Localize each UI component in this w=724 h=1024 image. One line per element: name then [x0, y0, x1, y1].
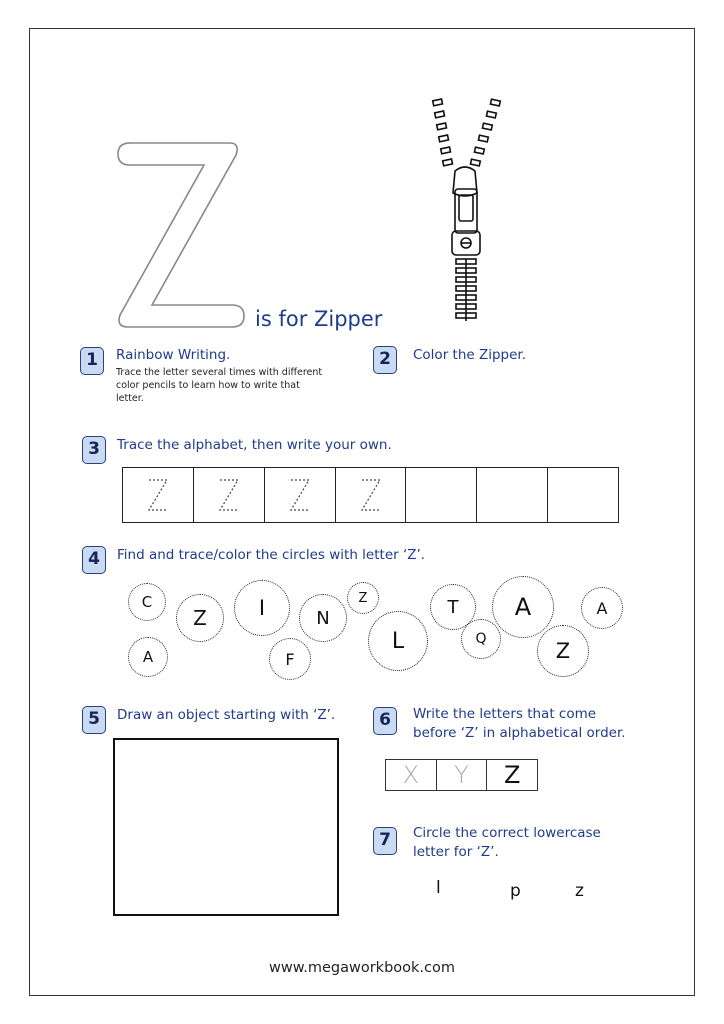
section-5-badge: 5 — [82, 706, 106, 734]
section-6-badge: 6 — [373, 707, 397, 735]
title-caption: is for Zipper — [255, 307, 383, 331]
zipper-illustration — [425, 95, 515, 327]
letter-circle[interactable]: F — [269, 638, 311, 680]
letter-circle[interactable]: L — [368, 611, 428, 671]
section-6-heading-line-2: before ‘Z’ in alphabetical order. — [413, 725, 626, 741]
dotted-z-trace — [360, 478, 382, 512]
letter-circle[interactable]: Z — [176, 594, 224, 642]
letter-circle[interactable]: C — [128, 583, 166, 621]
letter-circle[interactable]: Z — [347, 582, 379, 614]
lowercase-option-z[interactable]: z — [575, 881, 584, 901]
dotted-z-trace — [218, 478, 240, 512]
letter-circle[interactable]: Q — [461, 619, 501, 659]
trace-writing-row — [122, 467, 619, 523]
section-7-heading-line-2: letter for ‘Z’. — [413, 844, 499, 860]
trace-cell[interactable] — [336, 468, 407, 522]
footer-url: www.megaworkbook.com — [268, 960, 455, 976]
section-1-line-3: letter. — [116, 393, 144, 404]
section-2-heading: Color the Zipper. — [413, 347, 527, 363]
trace-cell[interactable] — [265, 468, 336, 522]
empty-write-cell[interactable] — [477, 468, 548, 522]
empty-write-cell[interactable] — [406, 468, 477, 522]
letter-circle[interactable]: T — [430, 584, 476, 630]
letter-circle[interactable]: A — [492, 576, 554, 638]
section-3-badge: 3 — [82, 436, 106, 464]
letter-circle[interactable]: I — [234, 580, 290, 636]
lowercase-option-l[interactable]: l — [436, 878, 441, 898]
trace-cell[interactable] — [194, 468, 265, 522]
section-5-heading: Draw an object starting with ‘Z’. — [117, 707, 336, 723]
dotted-z-trace — [147, 478, 169, 512]
letter-circle[interactable]: N — [299, 594, 347, 642]
section-2-badge: 2 — [373, 346, 397, 374]
section-1-badge: 1 — [80, 347, 104, 375]
section-6-heading-line-1: Write the letters that come — [413, 706, 597, 722]
trace-cell[interactable] — [123, 468, 194, 522]
section-1-heading: Rainbow Writing. — [116, 347, 231, 363]
section-1-line-2: color pencils to learn how to write that — [116, 380, 300, 391]
sequence-letter-x[interactable]: X — [386, 760, 437, 790]
section-1-line-1: Trace the letter several times with different — [116, 367, 323, 378]
lowercase-option-p[interactable]: p — [510, 881, 521, 901]
section-7-badge: 7 — [373, 827, 397, 855]
letter-circle[interactable]: A — [581, 587, 623, 629]
alphabet-sequence-boxes — [385, 759, 538, 791]
letter-circle[interactable]: A — [128, 637, 168, 677]
letter-circle[interactable]: Z — [537, 625, 589, 677]
sequence-letter-y[interactable]: Y — [437, 760, 488, 790]
dotted-z-trace — [289, 478, 311, 512]
section-3-heading: Trace the alphabet, then write your own. — [117, 437, 392, 453]
drawing-box[interactable] — [113, 738, 339, 916]
big-letter-z-outline — [110, 133, 255, 333]
section-4-heading: Find and trace/color the circles with letter ‘Z’. — [117, 547, 426, 563]
empty-write-cell[interactable] — [548, 468, 618, 522]
section-7-heading-line-1: Circle the correct lowercase — [413, 825, 601, 841]
section-4-badge: 4 — [82, 546, 106, 574]
sequence-letter-z: Z — [503, 761, 521, 789]
